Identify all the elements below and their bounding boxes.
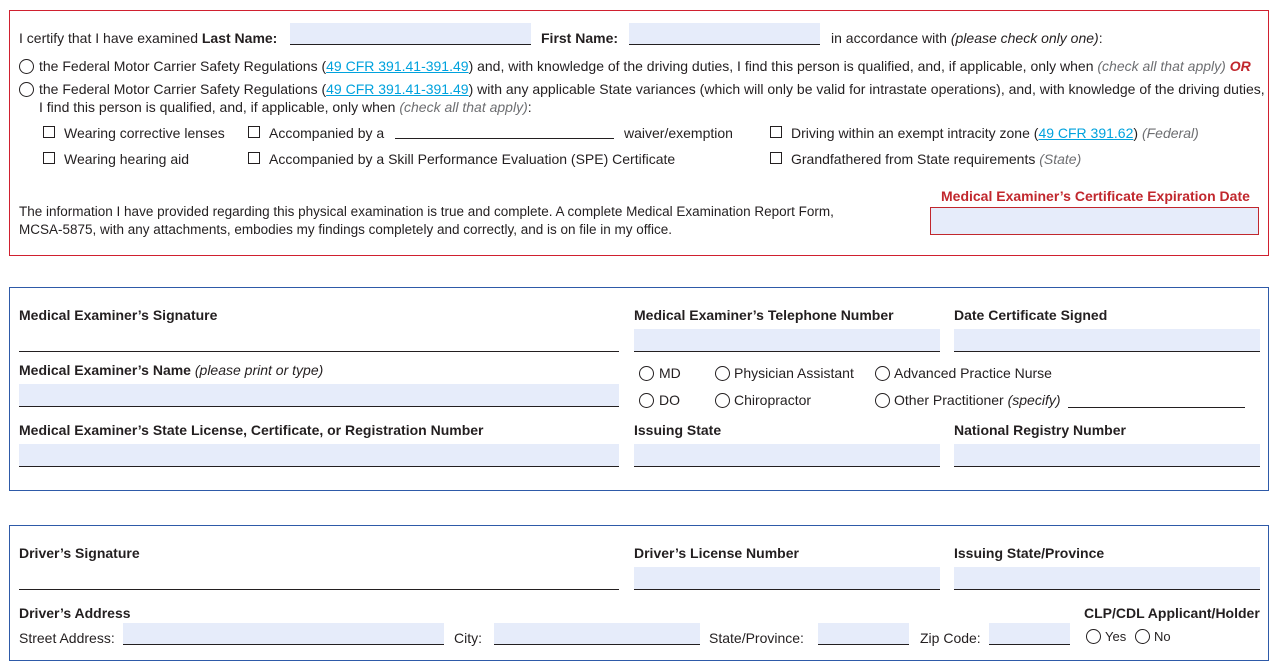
last-name-label: Last Name: [201,30,278,46]
examiner-name-hint: (please print or type) [194,362,324,378]
clp-yes-radio[interactable] [1086,629,1101,644]
state-hint: (State) [1039,151,1082,167]
examiner-license-field[interactable] [19,444,619,467]
state-variance-option-post: ) with any applicable State variances (which will only be valid for intrastate operations), and, with knowledge of the driving duties, [468,81,1265,97]
certification-intro-line [19,30,277,46]
accompanied-waiver-checkbox[interactable] [248,126,260,138]
state-variance-option-line2 [39,99,532,115]
examiner-telephone-field[interactable] [634,329,940,352]
other-practitioner-specify-field[interactable] [1068,392,1245,408]
certification-intro: I certify that I have examined [19,30,198,46]
physician-assistant-label: Physician Assistant [734,365,854,381]
intracity-zone-pre: Driving within an exempt intracity zone ( [791,125,1039,141]
hearing-aid-checkbox[interactable] [43,152,55,164]
driver-issuing-field[interactable] [954,567,1260,590]
issuing-state-field[interactable] [634,444,940,467]
spe-certificate-label: Accompanied by a Skill Performance Evaluation (SPE) Certificate [269,151,676,167]
clp-cdl-label: CLP/CDL Applicant/Holder [1084,605,1260,621]
corrective-lenses-label: Wearing corrective lenses [64,125,225,141]
state-variance-colon: : [527,99,532,115]
clp-yes-label: Yes [1105,629,1127,644]
driver-address-label: Driver’s Address [19,605,131,621]
examiner-telephone-label: Medical Examiner’s Telephone Number [634,307,894,323]
attestation-line-1: The information I have provided regarding this physical examination is true and complete. A complete Medical Examination Report Form, [19,204,834,219]
intracity-zone-checkbox[interactable] [770,126,782,138]
advanced-practice-nurse-radio[interactable] [875,366,890,381]
fmcsr-option-pre: the Federal Motor Carrier Safety Regulations ( [39,58,327,74]
driver-license-label: Driver’s License Number [634,545,799,561]
first-name-label: First Name: [541,30,619,46]
street-address-label: Street Address: [19,630,115,646]
do-radio[interactable] [639,393,654,408]
national-registry-field[interactable] [954,444,1260,467]
last-name-field[interactable] [290,23,531,45]
fmcsr-option-post: ) and, with knowledge of the driving duties, I find this person is qualified, and, if applicable, only when [468,58,1094,74]
intracity-cfr-link[interactable]: 49 CFR 391.62 [1038,125,1134,141]
examiner-signature-field[interactable] [19,330,619,352]
advanced-practice-nurse-label: Advanced Practice Nurse [894,365,1052,381]
examiner-name-field[interactable] [19,384,619,407]
driver-license-field[interactable] [634,567,940,590]
state-variance-option-pre: the Federal Motor Carrier Safety Regulations ( [39,81,327,97]
examiner-name-label: Medical Examiner’s Name [19,362,191,378]
expiration-date-label: Medical Examiner’s Certificate Expiration Date [941,188,1250,204]
examiner-name-label-row [19,362,323,378]
fmcsr-check-all-hint: (check all that apply) [1097,58,1226,74]
clp-no-label: No [1154,629,1171,644]
fmcsr-cfr-link[interactable]: 49 CFR 391.41-391.49 [326,58,469,74]
or-label: OR [1229,58,1251,74]
state-variance-cfr-link[interactable]: 49 CFR 391.41-391.49 [326,81,469,97]
clp-no-radio[interactable] [1135,629,1150,644]
city-label: City: [454,630,482,646]
state-province-label: State/Province: [709,630,804,646]
state-variance-qualified-text: I find this person is qualified, and, if applicable, only when [39,99,396,115]
driver-issuing-label: Issuing State/Province [954,545,1105,561]
corrective-lenses-checkbox[interactable] [43,126,55,138]
other-practitioner-radio[interactable] [875,393,890,408]
intracity-zone-post: ) [1133,125,1139,141]
waiver-type-field[interactable] [395,124,614,139]
fmcsr-option-text [39,58,1251,74]
driver-signature-field[interactable] [19,568,619,590]
accompanied-by-label: Accompanied by a [269,125,385,141]
md-radio[interactable] [639,366,654,381]
state-province-field[interactable] [818,623,909,645]
expiration-date-field[interactable] [930,207,1259,235]
md-label: MD [659,365,681,381]
other-practitioner-label: Other Practitioner [894,392,1004,408]
intracity-zone-text [791,125,1199,141]
state-variance-radio[interactable] [19,82,34,97]
accordance-colon: : [1098,30,1103,46]
do-label: DO [659,392,680,408]
grandfathered-label: Grandfathered from State requirements [791,151,1036,167]
zip-code-field[interactable] [989,623,1070,645]
check-one-hint: (please check only one) [950,30,1099,46]
state-variance-check-all-hint: (check all that apply) [399,99,528,115]
attestation-line-2: MCSA-5875, with any attachments, embodies my findings completely and correctly, and is on file in my office. [19,222,673,237]
hearing-aid-label: Wearing hearing aid [64,151,190,167]
examiner-license-label: Medical Examiner’s State License, Certificate, or Registration Number [19,422,484,438]
issuing-state-label: Issuing State [634,422,722,438]
grandfathered-text [791,151,1081,167]
date-signed-field[interactable] [954,329,1260,352]
city-field[interactable] [494,623,700,645]
federal-hint: (Federal) [1141,125,1199,141]
state-variance-option-text [39,81,1265,97]
first-name-field[interactable] [629,23,820,45]
zip-code-label: Zip Code: [920,630,981,646]
national-registry-label: National Registry Number [954,422,1126,438]
other-practitioner-text [894,392,1061,408]
spe-certificate-checkbox[interactable] [248,152,260,164]
chiropractor-radio[interactable] [715,393,730,408]
physician-assistant-radio[interactable] [715,366,730,381]
driver-signature-label: Driver’s Signature [19,545,140,561]
grandfathered-checkbox[interactable] [770,152,782,164]
examiner-signature-label: Medical Examiner’s Signature [19,307,218,323]
specify-hint: (specify) [1007,392,1061,408]
chiropractor-label: Chiropractor [734,392,812,408]
fmcsr-radio[interactable] [19,59,34,74]
street-address-field[interactable] [123,623,444,645]
accordance-label: in accordance with [831,30,947,46]
date-signed-label: Date Certificate Signed [954,307,1108,323]
waiver-exemption-label: waiver/exemption [624,125,733,141]
accordance-text [831,30,1103,46]
